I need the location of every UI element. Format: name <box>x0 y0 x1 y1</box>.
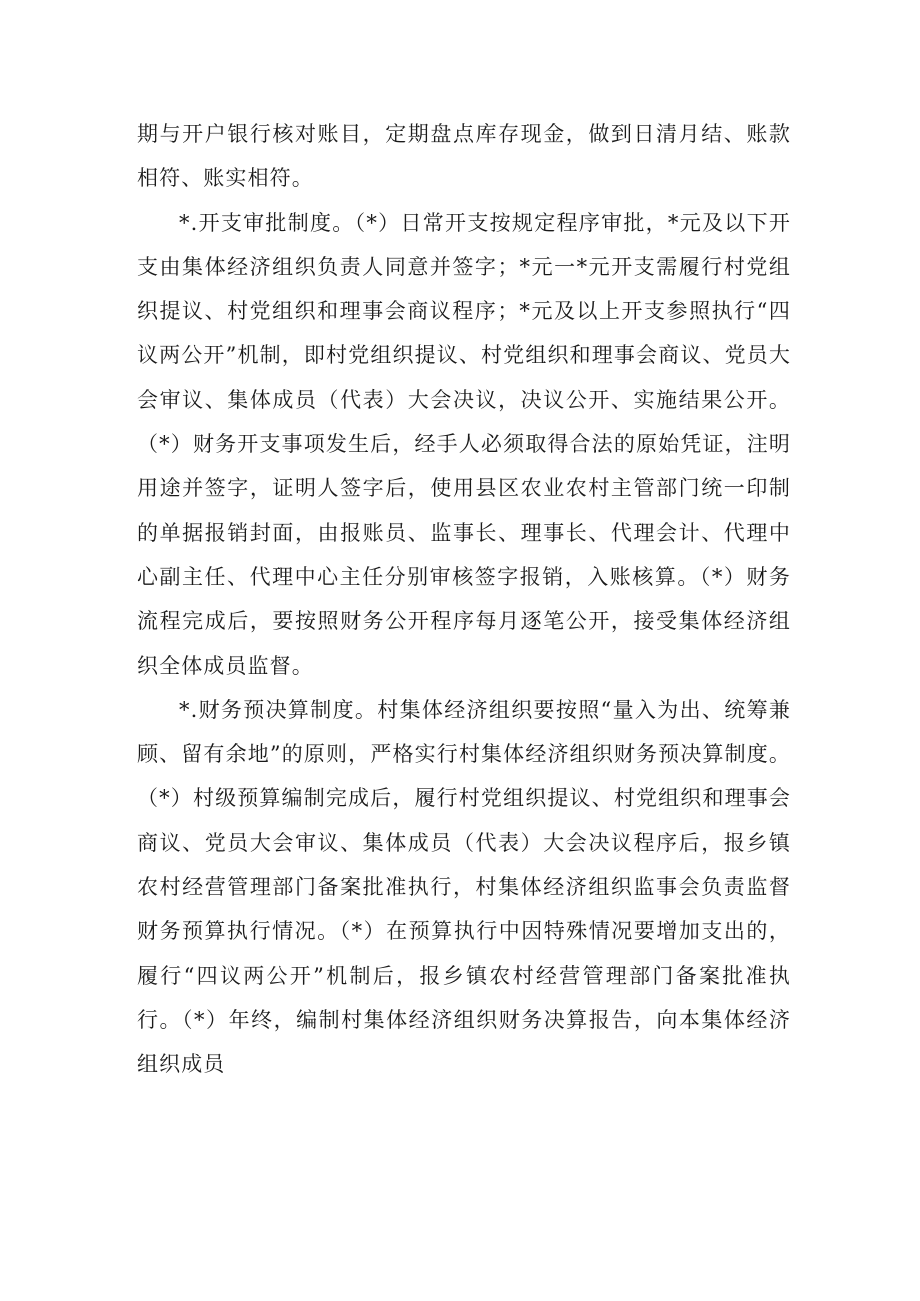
document-body <box>137 112 791 1087</box>
paragraph-expense-approval: *.开支审批制度。（*）日常开支按规定程序审批，*元及以下开支由集体经济组织负责人同意并签字；*元一*元开支需履行村党组织提议、村党组织和理事会商议程序；*元及以上开支参照执行“四议两公开”机制，即村党组织提议、村党组织和理事会商议、党员大会审议、集体成员（代表）大会决议，决议公开、实施结果公开。（*）财务开支事项发生后，经手人必须取得合法的原始凭证，注明用途并签字，证明人签字后，使用县区农业农村主管部门统一印制的单据报销封面，由报账员、监事长、理事长、代理会计、代理中心副主任、代理中心主任分别审核签字报销，入账核算。（*）财务流程完成后，要按照财务公开程序每月逐笔公开，接受集体经济组织全体成员监督。 <box>137 210 791 678</box>
paragraph-budget-system: *.财务预决算制度。村集体经济组织要按照“量入为出、统筹兼顾、留有余地”的原则，严格实行村集体经济组织财务预决算制度。（*）村级预算编制完成后，履行村党组织提议、村党组织和理事会商议、党员大会审议、集体成员（代表）大会决议程序后，报乡镇农村经营管理部门备案批准执行，村集体经济组织监事会负责监督财务预算执行情况。（*）在预算执行中因特殊情况要增加支出的，履行“四议两公开”机制后，报乡镇农村经营管理部门备案批准执行。（*）年终，编制村集体经济组织财务决算报告，向本集体经济组织成员 <box>137 697 791 1077</box>
paragraph-cash-reconciliation: 期与开户银行核对账目，定期盘点库存现金，做到日清月结、账款相符、账实相符。 <box>137 122 791 191</box>
